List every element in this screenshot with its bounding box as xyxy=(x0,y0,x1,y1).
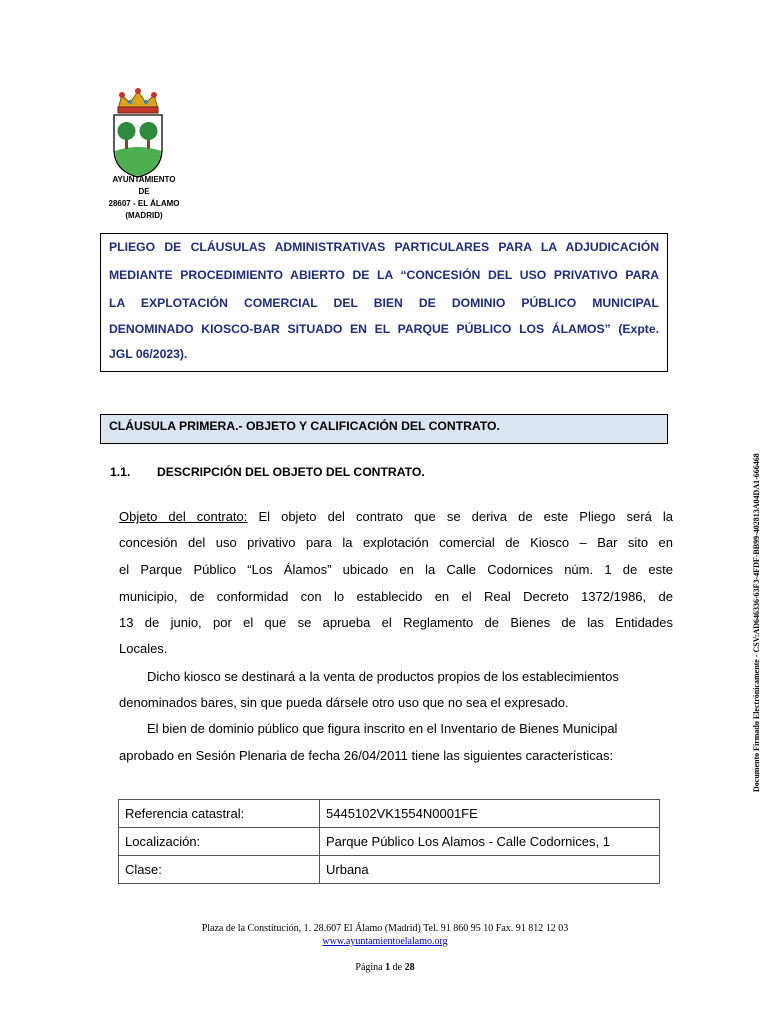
title-line-2: MEDIANTE PROCEDIMIENTO ABIERTO DE LA “CONCESIÓN DEL USO PRIVATIVO PARA xyxy=(109,268,659,282)
section-title: DESCRIPCIÓN DEL OBJETO DEL CONTRATO. xyxy=(157,465,425,479)
electronic-signature-note: Documento Firmado Electrónicamente - CSV:AD646336-63F3-4FDF-BB99-402813A04DA1-666468 xyxy=(752,453,761,792)
body-line: Locales. xyxy=(119,641,168,656)
org-line-2: DE xyxy=(138,187,150,196)
org-line-1: AYUNTAMIENTO xyxy=(112,175,176,184)
page-of: de xyxy=(390,962,405,973)
footer-address: Plaza de la Constitución, 1. 28.607 El Álamo (Madrid) Tel. 91 860 95 10 Fax. 91 812 12 03 xyxy=(201,923,569,934)
page-current: 1 xyxy=(385,962,391,973)
object-label: Objeto del contrato: xyxy=(119,509,248,524)
coat-of-arms-logo xyxy=(108,85,168,180)
page-prefix: Página xyxy=(355,962,386,973)
property-table xyxy=(118,799,660,884)
title-line-1: PLIEGO DE CLÁUSULAS ADMINISTRATIVAS PARTICULARES PARA LA ADJUDICACIÓN xyxy=(109,240,659,254)
table-cell-value: Parque Público Los Alamos - Calle Codornices, 1 xyxy=(320,828,660,856)
body-line: concesión del uso privativo para la explotación comercial de Kiosco – Bar sito en xyxy=(119,535,673,550)
table-cell-value: 5445102VK1554N0001FE xyxy=(320,800,660,828)
page-total: 28 xyxy=(404,962,415,973)
body-line: El bien de dominio público que figura inscrito en el Inventario de Bienes Municipal xyxy=(147,721,618,736)
document-title-box xyxy=(100,233,668,372)
body-line: el Parque Público “Los Álamos” ubicado en la Calle Codornices núm. 1 de este xyxy=(119,562,673,577)
clause-heading: CLÁUSULA PRIMERA.- OBJETO Y CALIFICACIÓN DEL CONTRATO. xyxy=(100,414,668,444)
body-line: Dicho kiosco se destinará a la venta de productos propios de los establecimientos xyxy=(147,669,619,684)
body-line xyxy=(119,509,673,524)
body-line: aprobado en Sesión Plenaria de fecha 26/04/2011 tiene las siguientes características: xyxy=(119,748,614,763)
footer-website-wrap xyxy=(0,936,770,947)
body-line: municipio, de conformidad con lo establecido en el Real Decreto 1372/1986, de xyxy=(119,589,673,604)
title-line-3: LA EXPLOTACIÓN COMERCIAL DEL BIEN DE DOMINIO PÚBLICO MUNICIPAL xyxy=(109,296,659,310)
org-line-4: (MADRID) xyxy=(125,211,163,220)
section-number: 1.1. xyxy=(110,465,131,479)
page-number xyxy=(0,962,770,973)
table-row xyxy=(119,828,660,856)
table-cell-label: Clase: xyxy=(119,856,320,884)
table-cell-label: Referencia catastral: xyxy=(119,800,320,828)
body-line: denominados bares, sin que pueda dársele otro uso que no sea el expresado. xyxy=(119,695,569,710)
body-line: 13 de junio, por el que se aprueba el Reglamento de Bienes de las Entidades xyxy=(119,615,673,630)
table-cell-value: Urbana xyxy=(320,856,660,884)
body-text: El objeto del contrato que se deriva de este Pliego será la xyxy=(247,509,673,524)
table-cell-label: Localización: xyxy=(119,828,320,856)
title-line-5: JGL 06/2023). xyxy=(109,347,188,361)
table-row xyxy=(119,800,660,828)
title-line-4: DENOMINADO KIOSCO-BAR SITUADO EN EL PARQUE PÚBLICO LOS ÁLAMOS” (Expte. xyxy=(109,322,659,336)
org-line-3: 28607 - EL ÁLAMO xyxy=(108,199,180,208)
table-row xyxy=(119,856,660,884)
footer-website-link[interactable]: www.ayuntamientoelalamo.org xyxy=(322,936,448,947)
